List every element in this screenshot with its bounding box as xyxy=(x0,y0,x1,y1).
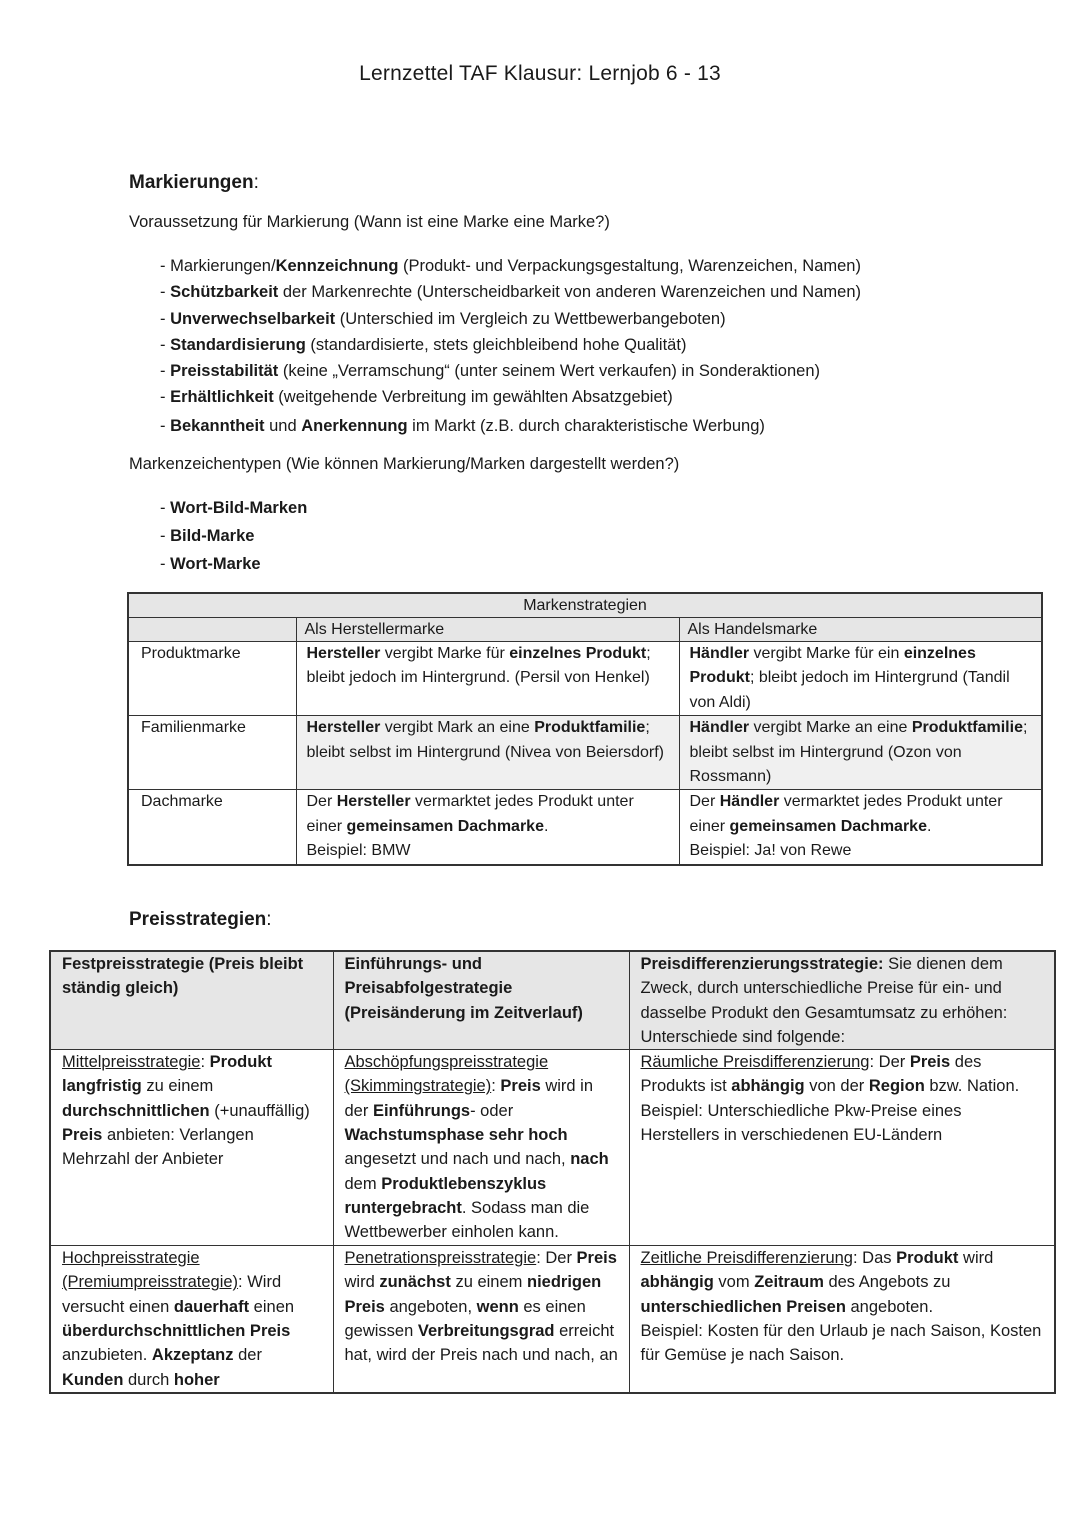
cell-mittelpreisstrategie: Mittelpreisstrategie: Produkt langfristig zu einem durchschnittlichen (+unauffällig) Preis anbieten: Verlangen Mehrzahl der Anbieter xyxy=(50,1050,333,1246)
cell-familienmarke-handel: Händler vergibt Marke an eine Produktfamilie; bleibt selbst im Hintergrund (Ozon von Rossmann) xyxy=(679,716,1042,790)
table-row xyxy=(50,1246,1055,1393)
markenzeichentypen-intro: Markenzeichentypen (Wie können Markierung/Marken dargestellt werden?) xyxy=(129,455,680,473)
list-item: - Unverwechselbarkeit (Unterschied im Vergleich zu Wettbewerbangeboten) xyxy=(160,309,726,328)
table-row xyxy=(128,790,1042,865)
cell-produktmarke-hersteller: Hersteller vergibt Marke für einzelnes Produkt; bleibt jedoch im Hintergrund. (Persil von Henkel) xyxy=(296,642,679,716)
list-item: - Preisstabilität (keine „Verramschung“ (unter seinem Wert verkaufen) in Sonderaktionen) xyxy=(160,362,821,381)
column-header-hersteller: Als Herstellermarke xyxy=(296,618,679,642)
header-preisdifferenzierung: Preisdifferenzierungsstrategie: Sie dienen dem Zweck, durch unterschiedliche Preise für ein- und dasselbe Produkt den Gesamtumsatz zu erhöhen: Unterschiede sind folgende: xyxy=(629,951,1055,1050)
cell-hochpreisstrategie: Hochpreisstrategie (Premiumpreisstrategie): Wird versucht einen dauerhaft einen überdurchschnittlichen Preis anzubieten. Akzeptanz der Kunden durch hoher xyxy=(50,1246,333,1393)
list-item: - Wort-Marke xyxy=(160,555,261,573)
cell-produktmarke-handel: Händler vergibt Marke für ein einzelnes Produkt; bleibt jedoch im Hintergrund (Tandil von Aldi) xyxy=(679,642,1042,716)
cell-dachmarke-handel: Der Händler vermarktet jedes Produkt unter einer gemeinsamen Dachmarke. Beispiel: Ja! von Rewe xyxy=(679,790,1042,865)
preisstrategien-heading-text: Preisstrategien xyxy=(129,909,267,930)
markierungen-heading-colon: : xyxy=(253,172,259,193)
list-item: - Wort-Bild-Marken xyxy=(160,499,308,517)
markenstrategien-table xyxy=(127,592,1043,866)
column-header-handel: Als Handelsmarke xyxy=(679,618,1042,642)
preisstrategien-table xyxy=(49,950,1056,1394)
document-title: Lernzettel TAF Klausur: Lernjob 6 - 13 xyxy=(359,62,721,85)
list-item: - Erhältlichkeit (weitgehende Verbreitung im gewählten Absatzgebiet) xyxy=(160,388,673,407)
row-label-dachmarke: Dachmarke xyxy=(128,790,296,865)
list-item: - Schützbarkeit der Markenrechte (Unterscheidbarkeit von anderen Warenzeichen und Namen) xyxy=(160,283,861,302)
table-row xyxy=(128,716,1042,790)
preisstrategien-heading xyxy=(129,909,272,931)
header-empty-cell xyxy=(128,618,296,642)
row-label-produktmarke: Produktmarke xyxy=(128,642,296,716)
cell-abschoepfungspreisstrategie: Abschöpfungspreisstrategie (Skimmingstrategie): Preis wird in der Einführungs- oder Wachstumsphase sehr hoch angesetzt und nach und nach, nach dem Produktlebenszyklus runtergebracht. Sodass man die Wettbewerber einholen kann. xyxy=(333,1050,629,1246)
cell-dachmarke-hersteller: Der Hersteller vermarktet jedes Produkt unter einer gemeinsamen Dachmarke. Beispiel: BMW xyxy=(296,790,679,865)
voraussetzung-intro: Voraussetzung für Markierung (Wann ist eine Marke eine Marke?) xyxy=(129,213,610,231)
table-title: Markenstrategien xyxy=(128,593,1042,618)
cell-penetrationspreisstrategie: Penetrationspreisstrategie: Der Preis wird zunächst zu einem niedrigen Preis angeboten, wenn es einen gewissen Verbreitungsgrad erreicht hat, wird der Preis nach und nach, an xyxy=(333,1246,629,1393)
markierungen-heading-text: Markierungen xyxy=(129,172,254,193)
table-header-row xyxy=(50,951,1055,1050)
markenzeichentypen-list xyxy=(160,494,1060,578)
cell-familienmarke-hersteller: Hersteller vergibt Mark an eine Produktfamilie; bleibt selbst im Hintergrund (Nivea von Beiersdorf) xyxy=(296,716,679,790)
voraussetzung-list xyxy=(160,253,1060,439)
list-item: - Standardisierung (standardisierte, stets gleichbleibend hohe Qualität) xyxy=(160,335,687,354)
row-label-familienmarke: Familienmarke xyxy=(128,716,296,790)
preisstrategien-heading-colon: : xyxy=(266,909,272,930)
markierungen-heading xyxy=(129,172,259,194)
header-festpreisstrategie: Festpreisstrategie (Preis bleibt ständig gleich) xyxy=(50,951,333,1050)
list-item: - Bild-Marke xyxy=(160,527,255,545)
table-row xyxy=(50,1050,1055,1246)
table-row xyxy=(128,642,1042,716)
list-item: - Bekanntheit und Anerkennung im Markt (z.B. durch charakteristische Werbung) xyxy=(160,416,765,435)
list-item: - Markierungen/Kennzeichnung (Produkt- und Verpackungsgestaltung, Warenzeichen, Namen) xyxy=(160,257,861,275)
header-einfuehrungsstrategie: Einführungs- und Preisabfolgestrategie (Preisänderung im Zeitverlauf) xyxy=(333,951,629,1050)
cell-zeitliche-preisdifferenzierung: Zeitliche Preisdifferenzierung: Das Produkt wird abhängig vom Zeitraum des Angebots zu unterschiedlichen Preisen angeboten. Beispiel: Kosten für den Urlaub je nach Saison, Kosten für Gemüse je nach Saison. xyxy=(629,1246,1055,1393)
cell-raeumliche-preisdifferenzierung: Räumliche Preisdifferenzierung: Der Preis des Produkts ist abhängig von der Region bzw. Nation. Beispiel: Unterschiedliche Pkw-Preise eines Herstellers in verschiedenen EU-Ländern xyxy=(629,1050,1055,1246)
